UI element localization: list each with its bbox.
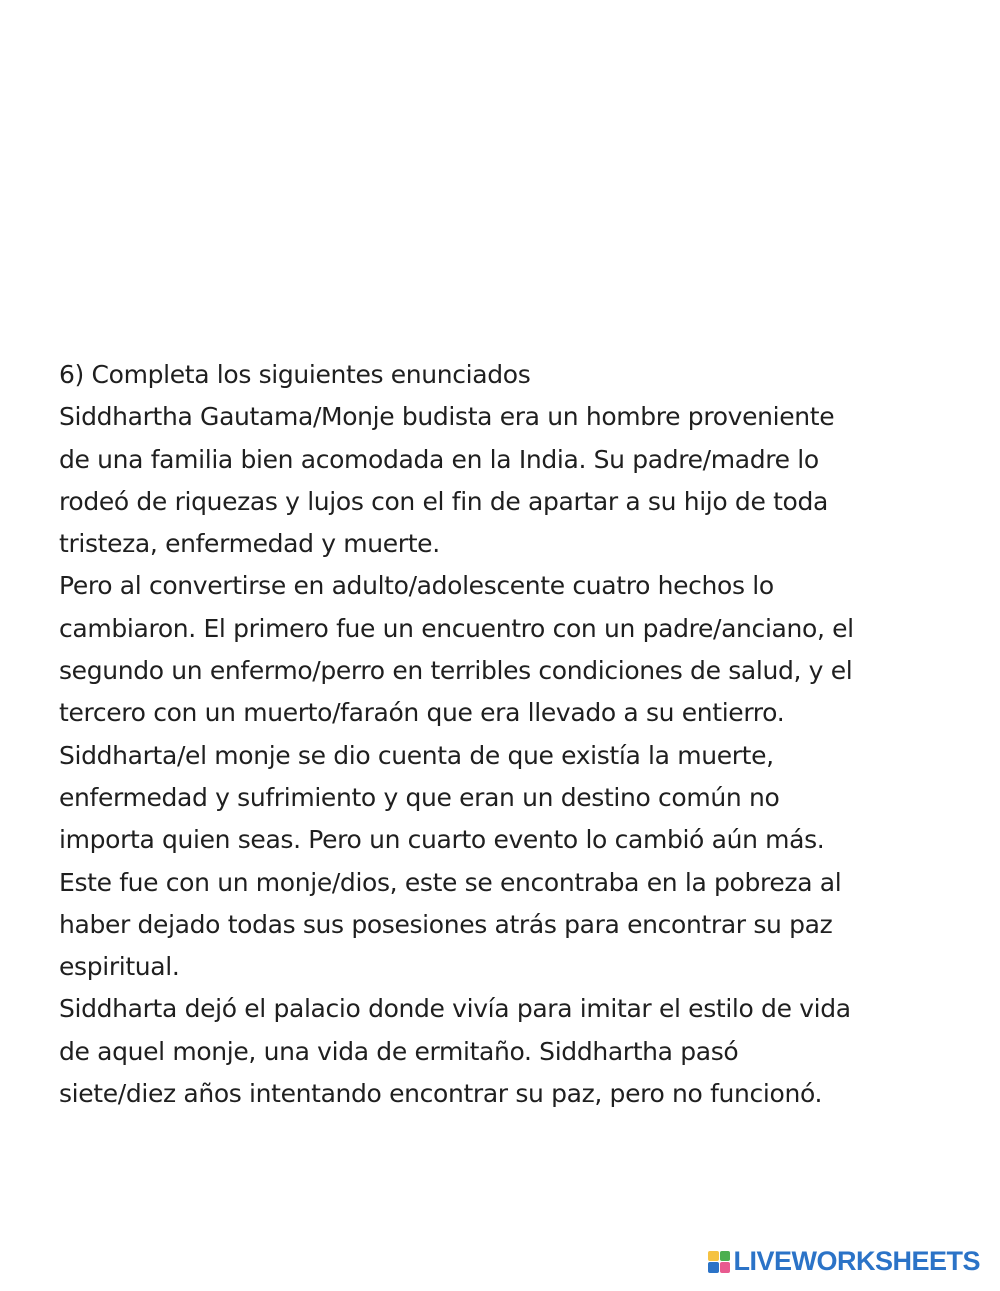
text-line: espiritual. bbox=[59, 952, 180, 982]
worksheet-text bbox=[59, 354, 959, 1115]
text-line: haber dejado todas sus posesiones atrás para encontrar su paz bbox=[59, 909, 833, 939]
text-line: Siddhartha Gautama/Monje budista era un hombre proveniente bbox=[59, 402, 835, 432]
text-line: tristeza, enfermedad y muerte. bbox=[59, 529, 440, 559]
text-line: segundo un enfermo/perro en terribles condiciones de salud, y el bbox=[59, 656, 853, 686]
text-line: de una familia bien acomodada en la India. Su padre/madre lo bbox=[59, 444, 819, 474]
text-line: Siddharta/el monje se dio cuenta de que existía la muerte, bbox=[59, 740, 774, 770]
logo-tile bbox=[720, 1262, 731, 1273]
logo-text: LIVEWORKSHEETS bbox=[733, 1246, 980, 1276]
text-line: cambiaron. El primero fue un encuentro con un padre/anciano, el bbox=[59, 613, 854, 643]
text-line: enfermedad y sufrimiento y que eran un destino común no bbox=[59, 782, 780, 812]
text-line: rodeó de riquezas y lujos con el fin de apartar a su hijo de toda bbox=[59, 486, 828, 516]
text-line: tercero con un muerto/faraón que era llevado a su entierro. bbox=[59, 698, 785, 728]
liveworksheets-logo-icon bbox=[708, 1251, 730, 1273]
text-line: siete/diez años intentando encontrar su paz, pero no funcionó. bbox=[59, 1079, 823, 1109]
text-line: importa quien seas. Pero un cuarto evento lo cambió aún más. bbox=[59, 825, 825, 855]
text-line: Este fue con un monje/dios, este se encontraba en la pobreza al bbox=[59, 867, 842, 897]
logo-tile bbox=[708, 1262, 719, 1273]
liveworksheets-logo bbox=[708, 1246, 980, 1277]
text-line: Siddharta dejó el palacio donde vivía para imitar el estilo de vida bbox=[59, 994, 851, 1024]
logo-tile bbox=[708, 1251, 719, 1262]
text-line: Pero al convertirse en adulto/adolescente cuatro hechos lo bbox=[59, 571, 774, 601]
text-line: de aquel monje, una vida de ermitaño. Siddhartha pasó bbox=[59, 1036, 739, 1066]
logo-tile bbox=[720, 1251, 731, 1262]
question-heading: 6) Completa los siguientes enunciados bbox=[59, 360, 531, 389]
